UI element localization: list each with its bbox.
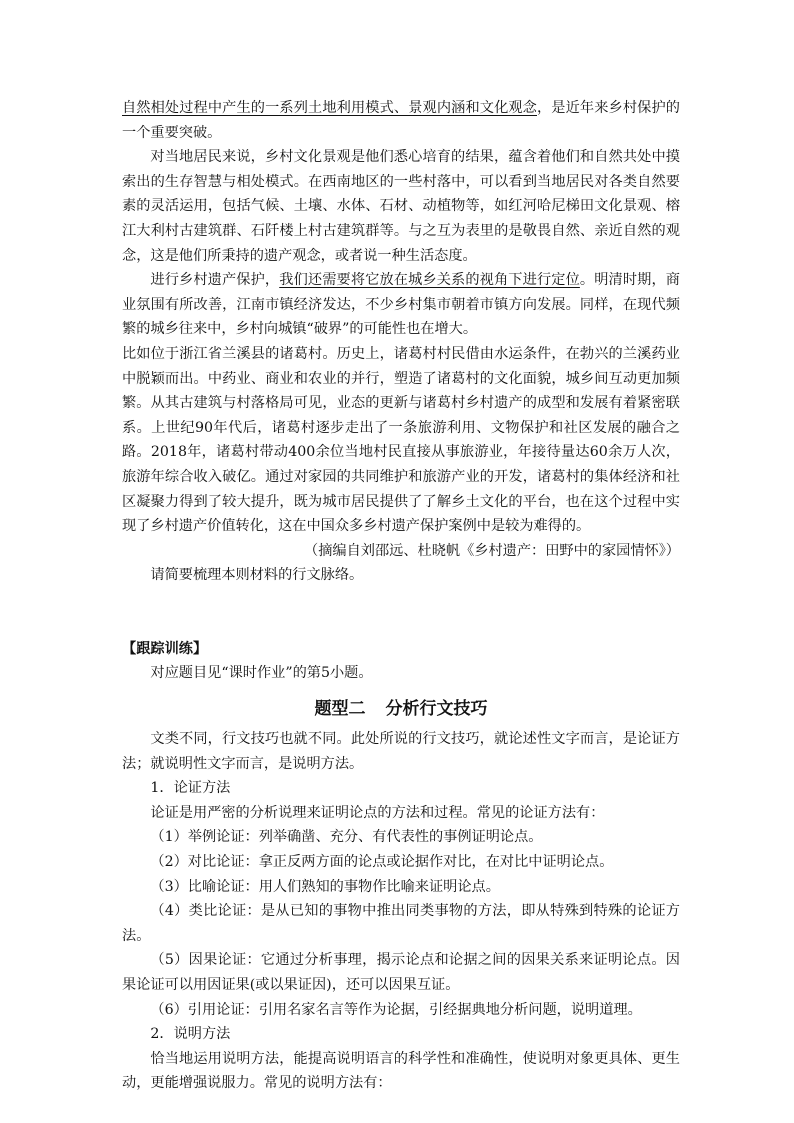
method-item-6: （6）引用论证：引用名家名言等作为论据，引经据典地分析问题，说明道理。 xyxy=(150,1001,642,1018)
document-page xyxy=(122,96,680,1096)
underlined-key-sentence: 自然相处过程中产生的一系列土地利用模式、景观内涵和文化观念 xyxy=(122,100,537,116)
explanation-intro: 恰当地运用说明方法，能提高说明语言的科学性和准确性，使说明对象更具体、更生动，更能增强说服力。常见的说明方法有： xyxy=(122,1050,680,1092)
material-source: （摘编自刘邵远、杜晓帆《乡村遗产：田野中的家园情怀》） xyxy=(304,542,680,559)
material-paragraph-3: 进行乡村遗产保护，我们还需要将它放在城乡关系的视角下进行定位。明清时期，商业氛围有所改善，江南市镇经济发达，不少乡村集市朝着市镇方向发展。同样，在现代频繁的城乡往来中，乡村向城镇“破界”的可能性也在增大。 xyxy=(122,272,680,338)
material-paragraph-2: 对当地居民来说，乡村文化景观是他们悉心培育的结果，蕴含着他们和自然共处中摸索出的生存智慧与相处模式。在西南地区的一些村落中，可以看到当地居民对各类自然要素的灵活运用，包括气候、土壤、水体、石材、动植物等，如红河哈尼梯田文化景观、榕江大利村古建筑群、石阡楼上村古建筑群等。与之互为表里的是敬畏自然、亲近自然的观念，这是他们所秉持的遗产观念，或者说一种生活态度。 xyxy=(122,149,680,264)
method-item-3: （3）比喻论证：用人们熟知的事物作比喻来证明论点。 xyxy=(150,878,500,895)
method-item-1: （1）举例论证：列举确凿、充分、有代表性的事例证明论点。 xyxy=(150,829,543,846)
subheading-argument-methods: 1．论证方法 xyxy=(150,780,231,797)
material-question: 请简要梳理本则材料的行文脉络。 xyxy=(150,567,364,584)
training-text: 对应题目见“课时作业”的第5小题。 xyxy=(150,665,373,682)
training-label: 【跟踪训练】 xyxy=(122,640,208,657)
section-intro: 文类不同，行文技巧也就不同。此处所说的行文技巧，就论述性文字而言，是论证方法；就说明性文字而言，是说明方法。 xyxy=(122,731,680,772)
section-title: 题型二 分析行文技巧 xyxy=(314,699,488,720)
material-paragraph-1: 自然相处过程中产生的一系列土地利用模式、景观内涵和文化观念，是近年来乡村保护的一个重要突破。 xyxy=(122,100,680,141)
method-item-4: （4）类比论证：是从已知的事物中推出同类事物的方法，即从特殊到特殊的论证方法。 xyxy=(122,903,680,944)
underlined-key-sentence: 我们还需要将它放在城乡关系的视角下进行定位 xyxy=(279,272,580,289)
material-paragraph-4: 比如位于浙江省兰溪县的诸葛村。历史上，诸葛村村民借由水运条件，在勃兴的兰溪药业中脱颖而出。中药业、商业和农业的并行，塑造了诸葛村的文化面貌，城乡间互动更加频繁。从其古建筑与村落格局可见，业态的更新与诸葛村乡村遗产的成型和发展有着紧密联系。上世纪90年代后，诸葛村逐步走出了一条旅游利用、文物保护和社区发展的融合之路。2018年，诸葛村带动400余位当地村民直接从事旅游业，年接待量达60余万人次，旅游年综合收入破亿。通过对家园的共同维护和旅游产业的开发，诸葛村的集体经济和社区凝聚力得到了较大提升，既为城市居民提供了了解乡土文化的平台，也在这个过程中实现了乡村遗产价值转化，这在中国众多乡村遗产保护案例中是较为难得的。 xyxy=(122,345,680,535)
method-item-5: （5）因果论证：它通过分析事理，揭示论点和论据之间的因果关系来证明论点。因果论证可以用因证果(或以果证因)，还可以因果互证。 xyxy=(122,952,680,993)
method-item-2: （2）对比论证：拿正反两方面的论点或论据作对比，在对比中证明论点。 xyxy=(150,854,614,871)
subheading-explanation-methods: 2．说明方法 xyxy=(150,1026,231,1043)
argument-definition: 论证是用严密的分析说理来证明论点的方法和过程。常见的论证方法有： xyxy=(150,804,605,821)
